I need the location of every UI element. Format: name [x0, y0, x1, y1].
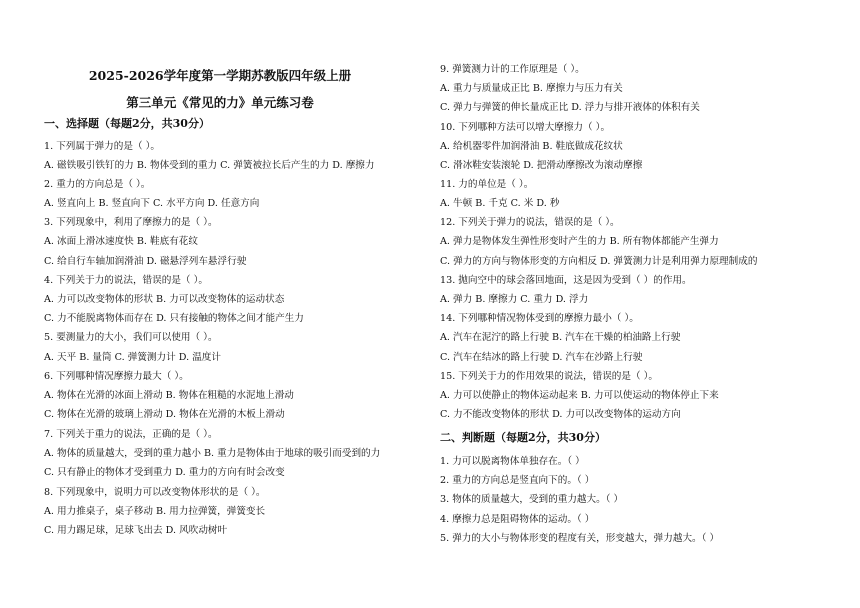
option-line: A. 牛顿 B. 千克 C. 米 D. 秒 — [440, 198, 560, 209]
question-line: 9. 弹簧测力计的工作原理是（ ）。 — [440, 64, 585, 75]
option-line: A. 用力推桌子，桌子移动 B. 用力拉弹簧，弹簧变长 — [44, 506, 266, 517]
option-line: C. 给自行车轴加润滑油 D. 磁悬浮列车悬浮行驶 — [44, 256, 247, 267]
option-line: C. 只有静止的物体才受到重力 D. 重力的方向有时会改变 — [44, 467, 285, 478]
question-line: 14. 下列哪种情况物体受到的摩擦力最小（ ）。 — [440, 313, 639, 324]
question-line: 3. 下列现象中，利用了摩擦力的是（ ）。 — [44, 217, 218, 228]
question-line: 4. 下列关于力的说法，错误的是（ ）。 — [44, 275, 208, 286]
option-line: A. 磁铁吸引铁钉的力 B. 物体受到的重力 C. 弹簧被拉长后产生的力 D. 摩擦力 — [44, 160, 375, 171]
question-line: 11. 力的单位是（ ）。 — [440, 179, 534, 190]
section-choice-heading: 一、选择题（每题2分，共30分） — [44, 117, 210, 130]
option-line: C. 弹力与弹簧的伸长量成正比 D. 浮力与排开液体的体积有关 — [440, 102, 700, 113]
judge-item: 1. 力可以脱离物体单独存在。（ ） — [440, 456, 585, 467]
question-line: 6. 下列哪种情况摩擦力最大（ ）。 — [44, 371, 189, 382]
judge-item: 2. 重力的方向总是竖直向下的。（ ） — [440, 475, 595, 486]
question-line: 15. 下列关于力的作用效果的说法，错误的是（ ）。 — [440, 371, 659, 382]
option-line: C. 汽车在结冰的路上行驶 D. 汽车在沙路上行驶 — [440, 352, 643, 363]
option-line: A. 重力与质量成正比 B. 摩擦力与压力有关 — [440, 83, 623, 94]
exam-subtitle: 第三单元《常见的力》单元练习卷 — [126, 95, 314, 110]
option-line: C. 弹力的方向与物体形变的方向相反 D. 弹簧测力计是利用弹力原理制成的 — [440, 256, 758, 267]
option-line: C. 滑冰鞋安装滚轮 D. 把滑动摩擦改为滚动摩擦 — [440, 160, 643, 171]
question-line: 5. 要测量力的大小，我们可以使用（ ）。 — [44, 332, 218, 343]
option-line: A. 给机器零件加润滑油 B. 鞋底做成花纹状 — [440, 141, 623, 152]
question-line: 12. 下列关于弹力的说法，错误的是（ ）。 — [440, 217, 620, 228]
option-line: C. 力不能脱离物体而存在 D. 只有接触的物体之间才能产生力 — [44, 313, 304, 324]
option-line: C. 物体在光滑的玻璃上滑动 D. 物体在光滑的木板上滑动 — [44, 409, 285, 420]
judge-item: 5. 弹力的大小与物体形变的程度有关，形变越大，弹力越大。（ ） — [440, 533, 720, 544]
option-line: A. 力可以使静止的物体运动起来 B. 力可以使运动的物体停止下来 — [440, 390, 719, 401]
option-line: A. 天平 B. 量筒 C. 弹簧测力计 D. 温度计 — [44, 352, 221, 363]
option-line: A. 竖直向上 B. 竖直向下 C. 水平方向 D. 任意方向 — [44, 198, 260, 209]
option-line: A. 力可以改变物体的形状 B. 力可以改变物体的运动状态 — [44, 294, 285, 305]
exam-title: 2025-2026学年度第一学期苏教版四年级上册 — [88, 68, 352, 83]
option-line: A. 汽车在泥泞的路上行驶 B. 汽车在干燥的柏油路上行驶 — [440, 332, 681, 343]
option-line: C. 用力踢足球，足球飞出去 D. 风吹动树叶 — [44, 525, 228, 536]
section-judge-heading: 二、判断题（每题2分，共30分） — [440, 431, 606, 444]
question-line: 1. 下列属于弹力的是（ ）。 — [44, 141, 160, 152]
option-line: A. 物体的质量越大，受到的重力越小 B. 重力是物体由于地球的吸引而受到的力 — [44, 448, 381, 459]
option-line: C. 力不能改变物体的形状 D. 力可以改变物体的运动方向 — [440, 409, 681, 420]
option-line: A. 冰面上滑冰速度快 B. 鞋底有花纹 — [44, 236, 198, 247]
option-line: A. 弹力是物体发生弹性形变时产生的力 B. 所有物体都能产生弹力 — [440, 236, 719, 247]
question-line: 10. 下列哪种方法可以增大摩擦力（ ）。 — [440, 122, 611, 133]
judge-item: 4. 摩擦力总是阻碍物体的运动。（ ） — [440, 514, 595, 525]
question-line: 7. 下列关于重力的说法，正确的是（ ）。 — [44, 429, 218, 440]
question-line: 8. 下列现象中，说明力可以改变物体形状的是（ ）。 — [44, 487, 266, 498]
option-line: A. 弹力 B. 摩擦力 C. 重力 D. 浮力 — [440, 294, 589, 305]
question-line: 2. 重力的方向总是（ ）。 — [44, 179, 151, 190]
option-line: A. 物体在光滑的冰面上滑动 B. 物体在粗糙的水泥地上滑动 — [44, 390, 294, 401]
judge-item: 3. 物体的质量越大，受到的重力越大。（ ） — [440, 494, 624, 505]
question-line: 13. 抛向空中的球会落回地面，这是因为受到（ ）的作用。 — [440, 275, 692, 286]
